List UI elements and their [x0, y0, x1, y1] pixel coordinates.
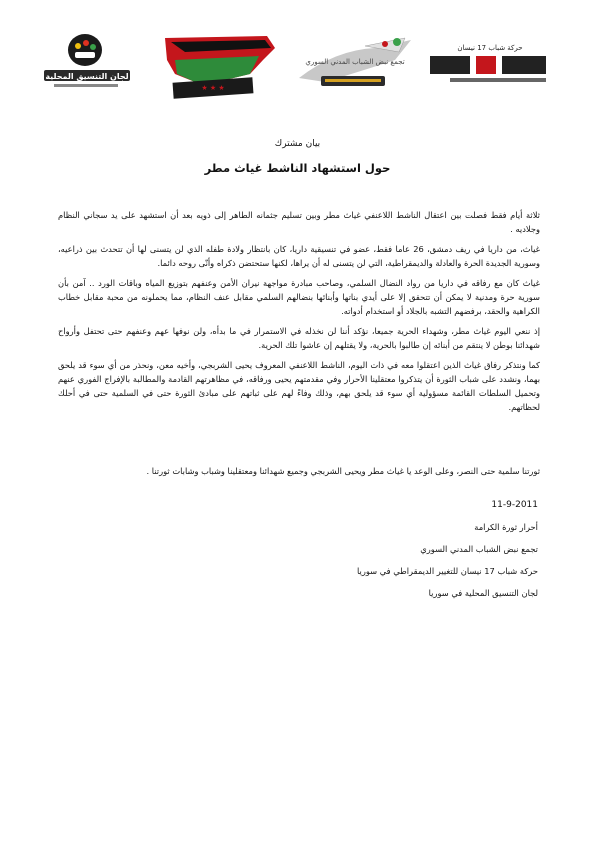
statement-subtitle: بيان مشترك — [274, 139, 321, 149]
paragraph: غياث، من داريا في ريف دمشق، 26 عاما فقط، عضو في تنسيقية داريا، كان بانتظار ولادة طفله الذي لن يتسنى لها أن تتحدث بين ذراعيه، وسورية الجديدة الحرة والعادلة والديمقراطية، التي لن يتسنى له أن يراها، لكنها ستحتضن ذكراه وأنّى روحه دائما. — [58, 244, 540, 268]
statement-body — [58, 208, 540, 420]
svg-text:★ ★ ★: ★ ★ ★ — [201, 84, 225, 92]
statement-title: حول استشهاد الناشط غياث مطر — [204, 161, 391, 175]
syrian-youth-gathering-logo — [295, 30, 415, 100]
logos-header — [40, 30, 560, 100]
signatory-line: أحرار ثورة الكرامة — [474, 522, 538, 532]
youth-logo-text: تجمع نبض الشباب المدني السوري — [305, 58, 405, 66]
signatory-line: حركة شباب 17 نيسان للتغيير الديمقراطي في سوريا — [357, 566, 538, 576]
april17-logo-text: حركة شباب 17 نيسان — [457, 44, 523, 52]
paragraph: إذ ننعي اليوم غياث مطر، وشهداء الحرية جميعا، نؤكد أننا لن نخذله في الاستمرار في ما بدأه، ولن نوفها عهم وعنفهم حتى تحتفل وأرواح شهدائنا بوطن لا ينتقم من أبنائه إن طالبوا بالحرية، ولا يقتلهم إن عاشوا تلك الحرية. — [58, 326, 540, 350]
april17-movement-logo — [420, 30, 560, 100]
paragraph: غياث كان مع رفاقه في داريا من رواد النضال السلمي، وصاحب مبادرة مواجهة نيران الأمن وعنفهم بتوزيع المياه وباقات الورد .. آمن بأن سورية حرة ومدنية لا يمكن أن تتحقق إلا على أيدي بناتها وأبنائها بنضالهم السلمي مقابل عنف النظام، مما يحملونه من محبة مقابل خطاب الكراهية والحقد، برفضهم التشبه بالجلاد أو استخدام أدواته. — [58, 278, 540, 316]
syria-flag-map-logo — [155, 30, 280, 100]
signatory-line: لجان التنسيق المحلية في سوريا — [428, 588, 538, 598]
statement-date: 11-9-2011 — [491, 500, 538, 510]
closing-line: ثورتنا سلمية حتى النصر، وعلى الوعد يا غياث مطر ويحيى الشربجي وجميع شهدائنا ومعتقلينا وشباب وشابات ثورتنا . — [146, 466, 540, 476]
local-coordination-committees-logo — [40, 30, 135, 100]
paragraph: كما ونتذكر رفاق غياث الذين اعتقلوا معه في ذات اليوم، الناشط اللاعنفي المعروف يحيى الشربجي، وأخيه معن، ونحذر من أي سوء قد يلحق بهما، ونشدد على شباب الثورة أن يتذكروا معتقلينا الأحرار وفي مقدمتهم يحيى ورفاقه، في مظاهرتهم القادمة والمطالبة بالإفراج الفوري عنهم وتحميل السلطات القائمة مسؤولية أي سوء قد يلحق بهم، وذلك وفاءً لهم على ثباتهم على مبادئ الثورة حتى في السلمية حتى في أحلك لحظاتهم. — [58, 360, 540, 412]
lcc-logo-text: لجان التنسيق المحلية — [45, 72, 129, 81]
signatory-line: تجمع نبض الشباب المدني السوري — [420, 544, 538, 554]
paragraph: ثلاثة أيام فقط فصلت بين اعتقال الناشط اللاعنفي غياث مطر وبين تسليم جثمانه الطاهر إلى ذويه بعد أن استشهد على يد سجاني النظام وجلاديه . — [58, 210, 540, 234]
